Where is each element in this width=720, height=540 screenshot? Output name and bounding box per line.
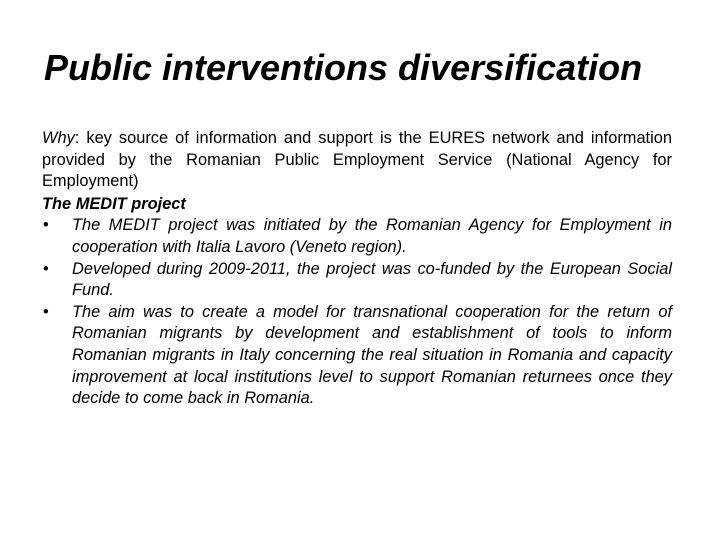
bullet-text: The aim was to create a model for transnational cooperation for the return of Romanian migrants by development and establishment of tools to inform Romanian migrants in Italy concerning the real situation in Romania and capacity improvement at local institutions level to support Romanian returnees once they decide to come back in Romania. — [72, 302, 672, 408]
bullet-text: The MEDIT project was initiated by the Romanian Agency for Employment in cooperation with Italia Lavoro (Veneto region). — [72, 216, 672, 256]
bullet-item — [42, 215, 672, 258]
intro-lead: Why — [42, 129, 75, 147]
bullet-item — [42, 259, 672, 302]
bullet-text: Developed during 2009-2011, the project was co-funded by the European Social Fund. — [72, 259, 672, 300]
bullet-list — [42, 215, 672, 409]
section-heading: The MEDIT project — [42, 194, 186, 213]
bullet-icon: • — [43, 302, 49, 321]
bullet-icon: • — [43, 259, 49, 278]
intro-text: : key source of information and support is the EURES network and information provided by the Romanian Public Employment Service (National Agency for Employment) — [42, 129, 672, 191]
bullet-item — [42, 302, 672, 410]
slide-body — [42, 128, 672, 410]
slide-title: Public interventions diversification — [44, 47, 643, 88]
bullet-icon: • — [43, 216, 49, 235]
intro-paragraph — [42, 128, 672, 193]
